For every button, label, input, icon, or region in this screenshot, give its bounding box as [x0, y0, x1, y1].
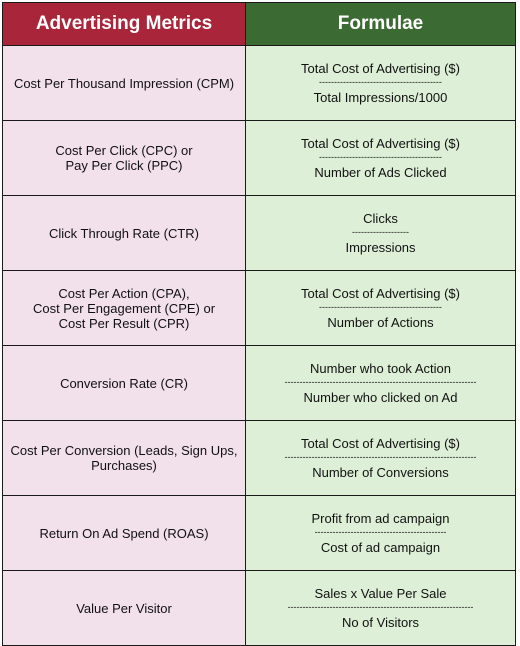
formula-cell: [246, 46, 516, 121]
metric-label-line: Cost Per Thousand Impression (CPM): [13, 75, 235, 91]
metric-cell: [3, 421, 246, 496]
table-row: [3, 196, 516, 271]
metric-cell: [3, 346, 246, 421]
table-row: [3, 121, 516, 196]
table-row: [3, 496, 516, 571]
header-formulae: Formulae: [246, 3, 516, 46]
fraction-divider: ----------------------------------------------------------------: [284, 378, 477, 386]
table-row: [3, 46, 516, 121]
formula-cell: [246, 421, 516, 496]
formula-numerator: Total Cost of Advertising ($): [301, 136, 460, 151]
fraction-divider: -----------------------------------------: [319, 303, 442, 311]
formula-denominator: No of Visitors: [341, 615, 420, 630]
table-row: [3, 421, 516, 496]
metric-label-line: Cost Per Action (CPA),: [58, 285, 190, 301]
metric-cell: [3, 571, 246, 646]
metric-label-line: Cost Per Click (CPC) or: [55, 143, 193, 158]
metric-label-line: Conversion Rate (CR): [60, 375, 188, 391]
formula-numerator: Clicks: [363, 211, 398, 226]
fraction-divider: ----------------------------------------------------------------: [284, 453, 477, 461]
metric-label-line: Click Through Rate (CTR): [48, 225, 200, 241]
advertising-metrics-table: [2, 2, 516, 646]
formula-numerator: Sales x Value Per Sale: [314, 586, 447, 601]
formula-denominator: Number of Ads Clicked: [314, 165, 447, 180]
metric-cell: [3, 271, 246, 346]
metric-label-line: Pay Per Click (PPC): [65, 158, 183, 173]
formula-cell: [246, 496, 516, 571]
formula-cell: [246, 121, 516, 196]
metric-label-line: Purchases): [91, 458, 157, 473]
fraction-divider: -----------------------------------------: [319, 78, 442, 86]
header-row: [3, 3, 516, 46]
formula-cell: [246, 346, 516, 421]
fraction-divider: -----------------------------------------: [319, 153, 442, 161]
formula-numerator: Total Cost of Advertising ($): [301, 286, 460, 301]
metric-label-line: Cost Per Engagement (CPE) or: [32, 300, 216, 316]
formula-denominator: Impressions: [345, 240, 416, 255]
table-body: [3, 46, 516, 646]
formula-cell: [246, 271, 516, 346]
table-row: [3, 571, 516, 646]
formula-denominator: Number who clicked on Ad: [303, 390, 458, 405]
formula-denominator: Number of Conversions: [312, 465, 449, 480]
formula-cell: [246, 196, 516, 271]
metric-label-line: Cost Per Conversion (Leads, Sign Ups,: [10, 443, 238, 458]
formula-denominator: Total Impressions/1000: [313, 90, 448, 105]
header-metrics: Advertising Metrics: [3, 3, 246, 46]
metric-label-line: Value Per Visitor: [76, 600, 172, 616]
formula-numerator: Total Cost of Advertising ($): [301, 61, 460, 76]
formula-numerator: Profit from ad campaign: [311, 511, 450, 526]
table-row: [3, 271, 516, 346]
formula-denominator: Cost of ad campaign: [320, 540, 441, 555]
formula-denominator: Number of Actions: [327, 315, 434, 330]
metric-cell: [3, 496, 246, 571]
formula-numerator: Total Cost of Advertising ($): [301, 436, 460, 451]
metric-label-line: Cost Per Result (CPR): [58, 315, 190, 331]
formula-numerator: Number who took Action: [310, 361, 451, 376]
fraction-divider: -------------------: [352, 228, 409, 236]
fraction-divider: --------------------------------------------------------------: [287, 603, 474, 611]
table-row: [3, 346, 516, 421]
metric-cell: [3, 196, 246, 271]
formula-cell: [246, 571, 516, 646]
fraction-divider: --------------------------------------------: [314, 528, 447, 536]
metric-label-line: Return On Ad Spend (ROAS): [39, 525, 209, 541]
metric-cell: [3, 121, 246, 196]
metric-cell: [3, 46, 246, 121]
